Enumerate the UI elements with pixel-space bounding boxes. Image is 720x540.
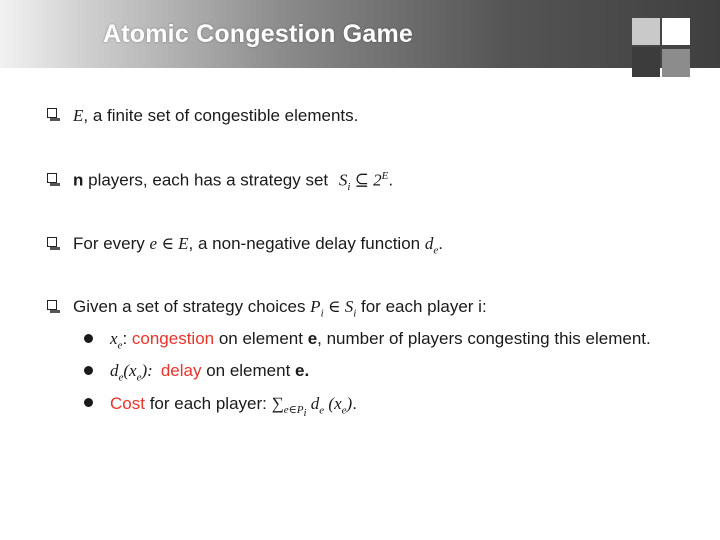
bold-e: e [307,329,318,348]
math-p: P [310,297,321,316]
sub-bullet-1 [110,329,651,351]
math-s: S [338,170,348,190]
math-sub-i: i [303,407,307,420]
math-close: ) [346,394,353,413]
bullet-square-icon [47,300,57,310]
bullet-1-text: , a finite set of congestible elements. [83,106,359,125]
math-sub-e: e [341,404,347,417]
math-sub-e: e [319,404,325,417]
sub-bullet-dot-icon [84,398,93,407]
sub-bullet-2-text: on element [201,361,296,380]
bullet-square-icon [47,173,57,183]
bullet-square-icon [47,108,57,118]
sub-bullet-2 [110,361,309,383]
math-e-in-e: e ∈ E [149,234,189,253]
math-sub-e: e [433,244,439,257]
bullet-2 [73,170,393,193]
sub-bullet-3 [110,394,357,420]
math-sup-e: E [381,170,389,182]
bold-e: e. [295,361,310,380]
math-arg: (x [123,361,137,380]
math-sub-i: i [347,181,351,194]
bullet-2-text: players, each has a strategy set [83,170,333,190]
sub-bullet-dot-icon [84,334,93,343]
math-e: E [73,106,84,125]
math-x: x [110,329,118,348]
math-close: ): [141,361,153,380]
bullet-4-end: for each player i: [356,297,487,316]
bullet-4 [73,297,487,319]
bullet-square-icon [47,237,57,247]
math-sub-e: e [136,371,142,384]
term-cost: Cost [110,394,145,413]
colon: : [122,329,132,348]
math-s: S [344,297,354,316]
math-sub-i: i [353,307,357,320]
term-delay: delay [160,361,202,380]
math-d: d [306,394,320,413]
sub-bullet-3-text: for each player: [144,394,272,413]
bullet-3-mid: , a non-negative delay function [188,234,425,253]
math-arg: (x [324,394,342,413]
math-sum-sub [283,404,307,420]
bold-n: n [73,170,84,190]
period: . [352,394,357,413]
math-d: d [424,234,434,253]
math-sub-e: e [117,339,123,352]
bullet-4-text: Given a set of strategy choices [73,297,311,316]
math-sub-e: e [118,371,124,384]
math-d: d [110,361,119,380]
bullet-3 [73,234,443,256]
period: . [438,234,443,253]
term-congestion: congestion [131,329,215,348]
math-subset: ⊆ 2 [350,170,382,190]
period: . [388,170,394,190]
math-sub-e-in-p: e∈P [283,404,304,417]
sub-bullet-1-text: on element [214,329,308,348]
math-sub-i: i [320,307,324,320]
math-in: ∈ [323,297,345,316]
bullet-1 [73,106,358,126]
title-bar [0,0,720,68]
sub-bullet-1-end: , number of players congesting this element. [317,329,651,348]
bullet-3-text: For every [73,234,150,253]
slide-title: Atomic Congestion Game [103,20,413,48]
math-sum: ∑ [271,394,284,413]
sub-bullet-dot-icon [84,366,93,375]
